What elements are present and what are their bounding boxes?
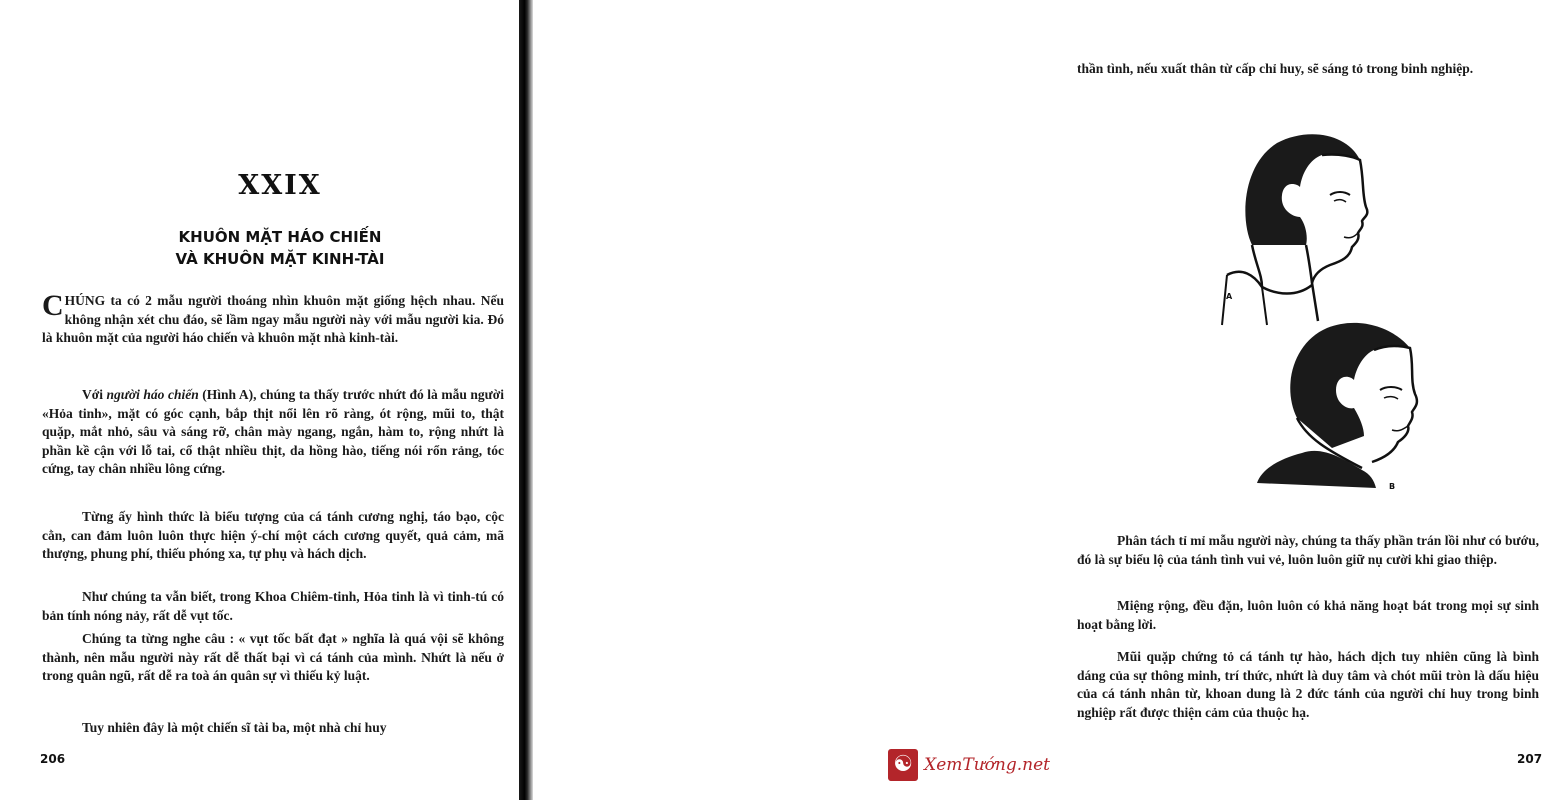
profile-illustration-b	[1252, 318, 1422, 488]
watermark-text: XemTướng.net	[924, 755, 1050, 775]
chapter-title-line1: KHUÔN MẶT HÁO CHIẾN	[178, 228, 382, 246]
right-paragraph-3: Mũi quặp chứng tỏ cá tánh tự hào, hách dịch tuy nhiên cũng là bình dáng của sự thông minh, trí thức, nhứt là duy tâm và chót mũi tròn là dấu hiệu của cá tánh nhân từ, khoan dung là 2 đức tánh của người chỉ huy trong binh nghiệp rất được thiện cảm của thuộc hạ.	[1077, 649, 1539, 720]
left-paragraph-6: Tuy nhiên đây là một chiến sĩ tài ba, một nhà chỉ huy	[82, 720, 387, 735]
left-paragraph-2-intro: Với	[82, 387, 107, 402]
right-paragraph-1: Phân tách tỉ mỉ mẫu người này, chúng ta thấy phần trán lồi như có bướu, đó là sự biểu lộ của tánh tình vui vẻ, luôn luôn giữ nụ cười khi giao thiệp.	[1077, 533, 1539, 567]
page-number-left: 206	[40, 752, 66, 766]
left-paragraph-1-text: HÚNG ta có 2 mẫu người thoáng nhìn khuôn mặt giống hệch nhau. Nếu không nhận xét chu đáo, sẽ lầm ngay mẫu người này với mẫu người kia. Đó là khuôn mặt của người háo chiến và khuôn mặt nhà kinh-tài.	[42, 293, 504, 345]
profile-illustration-a	[1222, 125, 1372, 325]
page-number-right: 207	[1517, 752, 1542, 766]
chapter-number: XXIX	[238, 170, 322, 201]
left-paragraph-2	[42, 386, 504, 479]
watermark	[888, 748, 1050, 782]
yin-yang-icon: ☯	[888, 749, 918, 781]
right-paragraph-0: thần tình, nếu xuất thân từ cấp chỉ huy, sẽ sáng tỏ trong binh nghiệp.	[1077, 61, 1474, 76]
right-page	[532, 0, 1542, 800]
left-paragraph-2-text: (Hình A), chúng ta thấy trước nhứt đó là mẫu người «Hỏa tinh», mặt có góc cạnh, bắp thịt nổi lên rõ ràng, ót rộng, mũi to, thật quặp, mắt nhỏ, sâu và sáng rỡ, chân mày ngang, ngắn, hàm to, rộng nhứt là phần kề cận với lỗ tai, cổ thật nhiều thịt, da hồng hào, tiếng nói rổn rảng, tóc cứng, tay chân nhiều lông cứng.	[42, 387, 504, 476]
right-paragraph-2: Miệng rộng, đều đặn, luôn luôn có khả năng hoạt bát trong mọi sự sinh hoạt bằng lời.	[1077, 598, 1539, 632]
left-paragraph-3: Từng ấy hình thức là biểu tượng của cá tánh cương nghị, táo bạo, cộc cằn, can đảm luôn luôn thực hiện ý-chí một cách cương quyết, quả cảm, mã thượng, phung phí, thiếu phóng xa, tự phụ và hách dịch.	[42, 509, 504, 561]
left-paragraph-4: Như chúng ta vẫn biết, trong Khoa Chiêm-tinh, Hỏa tinh là vì tinh-tú có bản tính nóng nảy, rất dễ vụt tốc.	[42, 589, 504, 623]
left-paragraph-2-italic: người háo chiến	[106, 387, 199, 402]
left-page	[0, 0, 520, 800]
drop-cap: C	[42, 289, 64, 322]
figure-b-label: B	[1389, 482, 1396, 491]
chapter-title-line2: VÀ KHUÔN MẶT KINH-TÀI	[175, 250, 385, 268]
left-paragraph-1	[42, 289, 504, 348]
figure-a-label: A	[1226, 292, 1233, 301]
book-spine	[519, 0, 533, 800]
left-paragraph-5: Chúng ta từng nghe câu : « vụt tốc bất đạt » nghĩa là quá vội sẽ không thành, nên mẫu người này rất dễ thất bại vì cá tánh của mình. Nhứt là nếu ở trong quân ngũ, rất dễ ra toà án quân sự vì thiếu kỷ luật.	[42, 631, 504, 683]
